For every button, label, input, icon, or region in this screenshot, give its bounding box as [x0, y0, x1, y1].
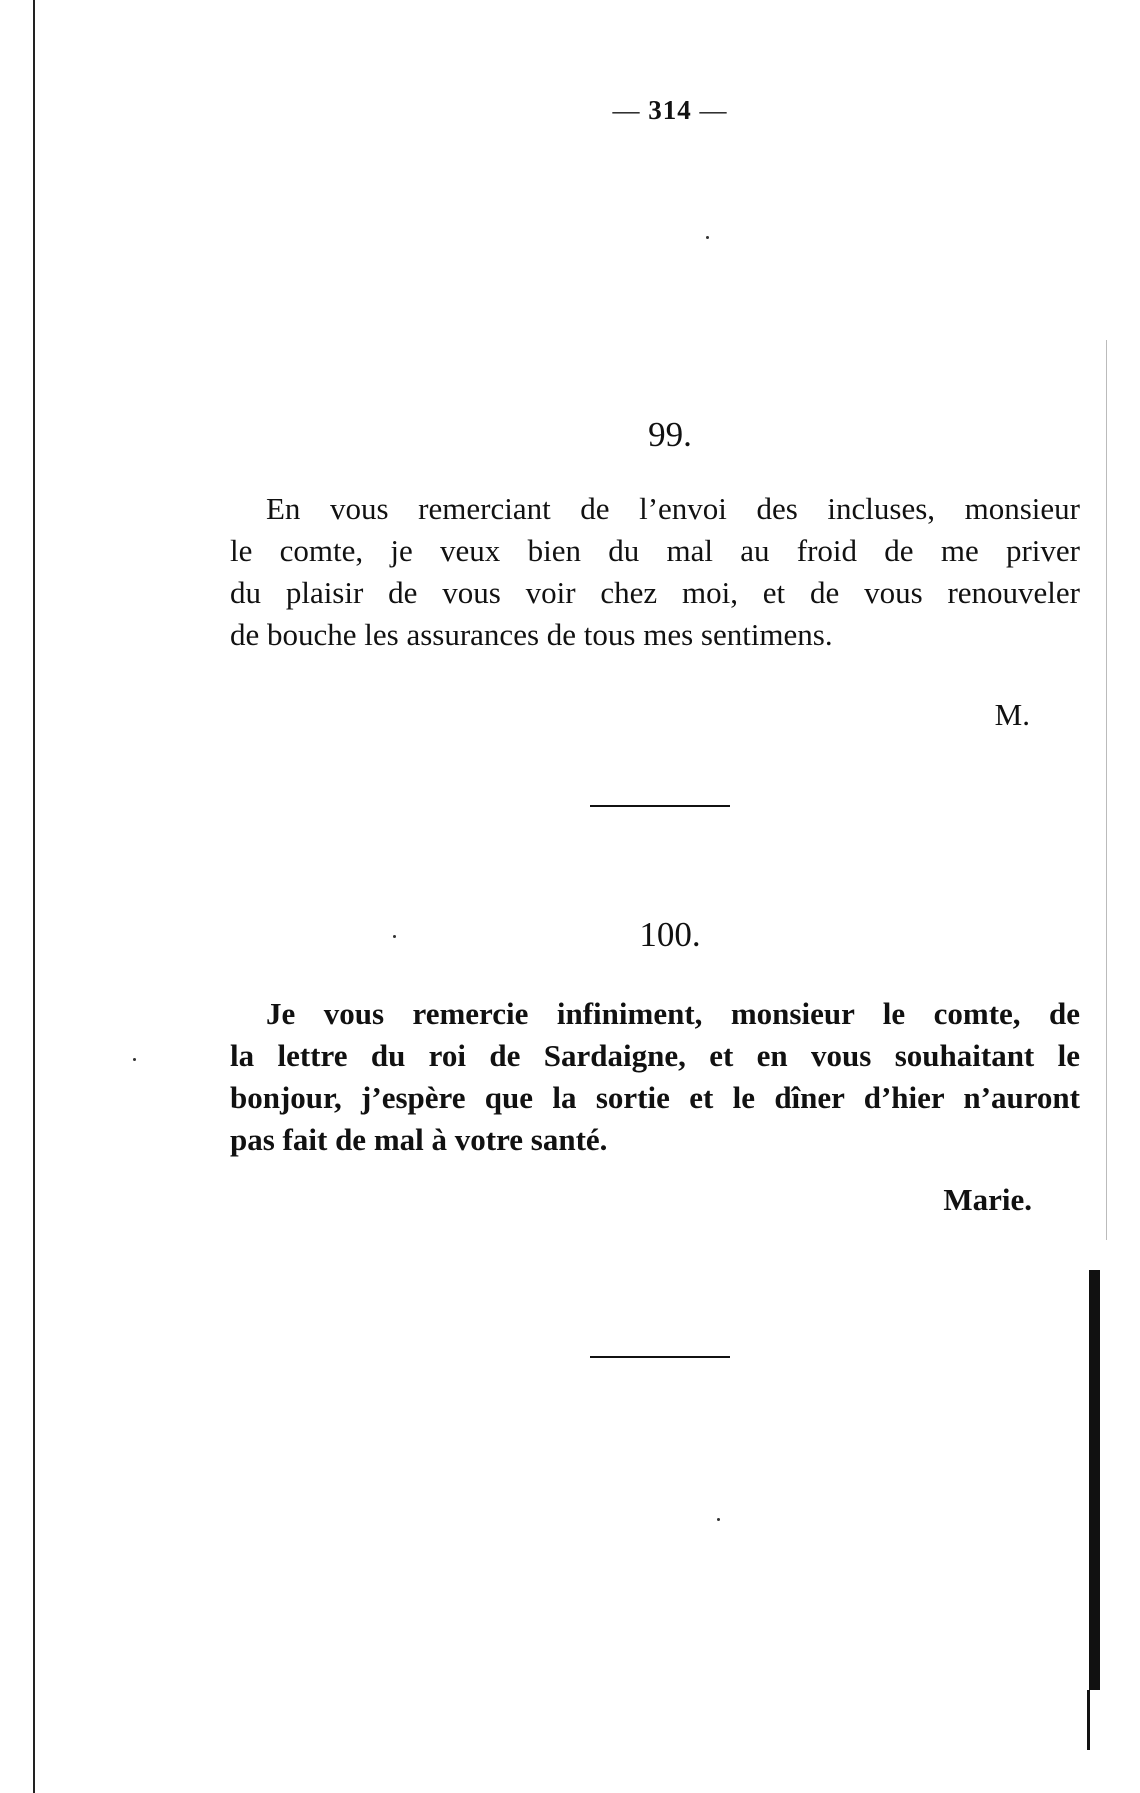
- letter-line: de bouche les assurances de tous mes sentimens.: [230, 617, 833, 652]
- section-divider: [590, 805, 730, 807]
- letter-signature: Marie.: [943, 1182, 1032, 1217]
- scan-speck: [706, 236, 709, 239]
- letter-line: pas fait de mal à votre santé.: [230, 1122, 608, 1157]
- scan-speck: [133, 1058, 136, 1061]
- page-number: [0, 95, 1140, 126]
- letter-line: le comte, je veux bien du mal au froid de me priver: [230, 533, 1080, 568]
- letter-body: [230, 488, 1080, 656]
- binding-edge-right: [1106, 340, 1107, 1240]
- page-number-dash-right: —: [699, 95, 728, 125]
- letter-line: Je vous remercie infiniment, monsieur le comte, de: [266, 996, 1080, 1031]
- letter-signature: M.: [994, 697, 1030, 732]
- letter-number: 99.: [648, 415, 692, 454]
- scan-speck: [717, 1518, 720, 1521]
- section-divider: [590, 1356, 730, 1358]
- letter-line: du plaisir de vous voir chez moi, et de vous renouveler: [230, 575, 1080, 610]
- binding-edge-right-tail: [1087, 1690, 1090, 1750]
- letter-line: la lettre du roi de Sardaigne, et en vous souhaitant le: [230, 1038, 1080, 1073]
- letter-body: [230, 993, 1080, 1161]
- binding-edge-left: [33, 0, 35, 1793]
- page-number-dash-left: —: [612, 95, 641, 125]
- letter-number: 100.: [639, 915, 701, 954]
- letter-line: bonjour, j’espère que la sortie et le dîner d’hier n’auront: [230, 1080, 1080, 1115]
- binding-edge-right-shadow: [1089, 1270, 1100, 1690]
- letter-line: En vous remerciant de l’envoi des incluses, monsieur: [266, 491, 1080, 526]
- page-number-value: 314: [648, 95, 692, 125]
